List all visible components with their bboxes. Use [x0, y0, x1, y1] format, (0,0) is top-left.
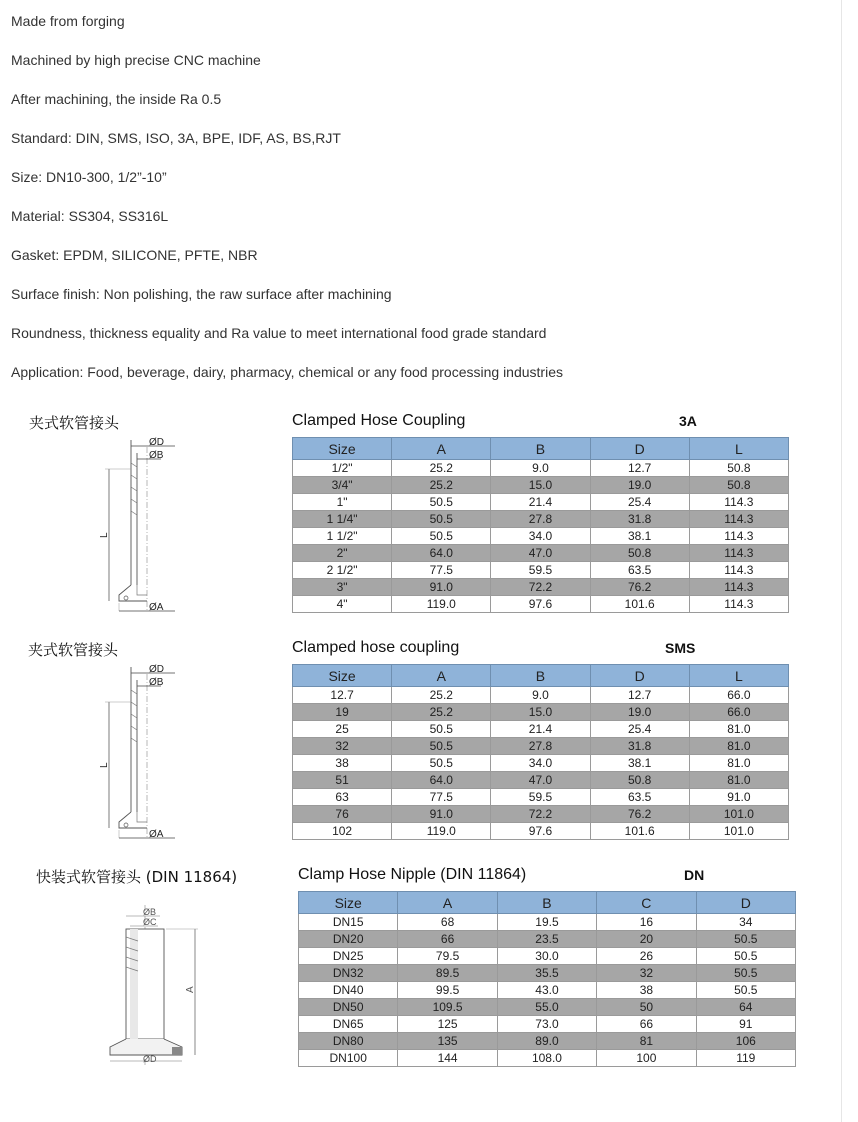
column-header: L	[689, 438, 788, 460]
table-cell: 50.5	[392, 755, 491, 772]
table-cell: 101.6	[590, 823, 689, 840]
table-row	[299, 1050, 796, 1067]
standard-label: 3A	[679, 413, 697, 429]
table-cell: 50.5	[392, 511, 491, 528]
table-cell: 59.5	[491, 789, 590, 806]
table-cell: 47.0	[491, 545, 590, 562]
spec-line: Machined by high precise CNC machine	[11, 52, 261, 68]
table-row	[299, 999, 796, 1016]
drawing-label-d2: ØB	[149, 677, 164, 688]
table-row	[293, 755, 789, 772]
table-cell: 81.0	[689, 721, 788, 738]
drawing-label-d1: ØB	[143, 907, 157, 917]
table-cell: 30.0	[497, 948, 596, 965]
column-header: C	[597, 892, 696, 914]
table-cell: 25.2	[392, 704, 491, 721]
table-cell: 27.8	[491, 738, 590, 755]
table-cell: DN65	[299, 1016, 398, 1033]
column-header: D	[696, 892, 795, 914]
table-row	[293, 460, 789, 477]
section-en-title: Clamp Hose Nipple (DIN 11864)	[298, 866, 527, 883]
table-cell: 50.5	[696, 982, 795, 999]
table-cell: 119.0	[392, 596, 491, 613]
spec-list	[11, 13, 831, 403]
table-row	[299, 982, 796, 999]
table-row	[299, 1033, 796, 1050]
table-cell: 101.0	[689, 806, 788, 823]
table-cell: 50.5	[696, 965, 795, 982]
table-cell: 101.6	[590, 596, 689, 613]
table-cell: DN50	[299, 999, 398, 1016]
drawing-label-bottom: ØD	[143, 1054, 157, 1064]
table-cell: 119	[696, 1050, 795, 1067]
table-cell: 114.3	[689, 511, 788, 528]
spec-line: Size: DN10-300, 1/2”-10”	[11, 169, 167, 185]
table-cell: 76.2	[590, 579, 689, 596]
table-cell: 77.5	[392, 562, 491, 579]
table-cell: 1"	[293, 494, 392, 511]
spec-line: Standard: DIN, SMS, ISO, 3A, BPE, IDF, AS, BS,RJT	[11, 130, 341, 146]
table-cell: 12.7	[590, 687, 689, 704]
table-cell: 55.0	[497, 999, 596, 1016]
table-cell: 114.3	[689, 545, 788, 562]
section-cn-title: 夹式软管接头	[28, 641, 119, 659]
section-din	[0, 859, 841, 1074]
spec-line: Material: SS304, SS316L	[11, 208, 169, 224]
section-cn-title: 快装式软管接头 (DIN 11864)	[36, 868, 238, 886]
standard-label: SMS	[665, 640, 696, 656]
table-cell: 25.4	[590, 494, 689, 511]
table-row	[299, 948, 796, 965]
table-cell: DN15	[299, 914, 398, 931]
table-cell: 32	[597, 965, 696, 982]
section-3a	[0, 405, 841, 620]
table-cell: 4"	[293, 596, 392, 613]
table-cell: 59.5	[491, 562, 590, 579]
table-cell: 9.0	[491, 460, 590, 477]
table-cell: 64.0	[392, 545, 491, 562]
table-row	[293, 511, 789, 528]
table-cell: 12.7	[590, 460, 689, 477]
table-cell: 97.6	[491, 596, 590, 613]
table-cell: 91.0	[689, 789, 788, 806]
table-cell: 76	[293, 806, 392, 823]
table-cell: 15.0	[491, 704, 590, 721]
table-cell: 66.0	[689, 687, 788, 704]
spec-line: After machining, the inside Ra 0.5	[11, 91, 222, 107]
column-header: L	[689, 665, 788, 687]
table-cell: 89.5	[398, 965, 497, 982]
table-cell: DN100	[299, 1050, 398, 1067]
table-row	[293, 562, 789, 579]
spec-line: Surface finish: Non polishing, the raw surface after machining	[11, 286, 392, 302]
nipple-drawing	[100, 901, 210, 1071]
drawing-label-d1: ØD	[149, 437, 164, 448]
column-header: B	[491, 665, 590, 687]
table-row	[293, 772, 789, 789]
table-cell: 114.3	[689, 528, 788, 545]
drawing-label-d1: ØD	[149, 664, 164, 675]
table-cell: 23.5	[497, 931, 596, 948]
table-cell: 9.0	[491, 687, 590, 704]
table-cell: 50.8	[689, 477, 788, 494]
table-cell: 108.0	[497, 1050, 596, 1067]
table-cell: 50.8	[590, 545, 689, 562]
spec-table	[292, 437, 789, 613]
table-cell: 99.5	[398, 982, 497, 999]
table-row	[299, 1016, 796, 1033]
table-cell: 50.5	[392, 528, 491, 545]
table-cell: 1/2"	[293, 460, 392, 477]
table-row	[293, 545, 789, 562]
table-row	[293, 596, 789, 613]
table-cell: 25.2	[392, 687, 491, 704]
table-cell: 89.0	[497, 1033, 596, 1050]
table-cell: 31.8	[590, 738, 689, 755]
table-cell: 144	[398, 1050, 497, 1067]
section-en-title: Clamped Hose Coupling	[292, 412, 466, 429]
table-cell: 32	[293, 738, 392, 755]
table-row	[293, 528, 789, 545]
table-cell: DN32	[299, 965, 398, 982]
table-cell: 114.3	[689, 579, 788, 596]
table-cell: 21.4	[491, 494, 590, 511]
table-row	[293, 806, 789, 823]
section-cn-title: 夹式软管接头	[29, 414, 120, 432]
table-cell: 27.8	[491, 511, 590, 528]
table-cell: 51	[293, 772, 392, 789]
table-cell: 25.2	[392, 460, 491, 477]
table-cell: 81	[597, 1033, 696, 1050]
table-cell: 50.5	[696, 931, 795, 948]
table-row	[293, 789, 789, 806]
table-row	[293, 704, 789, 721]
table-row	[293, 494, 789, 511]
table-cell: 50.5	[392, 494, 491, 511]
coupling-drawing	[95, 435, 205, 615]
table-cell: 38.1	[590, 528, 689, 545]
section-en-title: Clamped hose coupling	[292, 639, 460, 656]
table-cell: 135	[398, 1033, 497, 1050]
table-cell: 31.8	[590, 511, 689, 528]
table-cell: 1 1/4"	[293, 511, 392, 528]
table-cell: 34.0	[491, 755, 590, 772]
table-cell: 63.5	[590, 789, 689, 806]
table-cell: 47.0	[491, 772, 590, 789]
table-cell: 25	[293, 721, 392, 738]
table-row	[293, 738, 789, 755]
drawing-label-side: A	[185, 986, 196, 993]
table-cell: DN40	[299, 982, 398, 999]
column-header: B	[497, 892, 596, 914]
table-cell: 19	[293, 704, 392, 721]
table-cell: 3"	[293, 579, 392, 596]
table-cell: 114.3	[689, 494, 788, 511]
table-cell: 16	[597, 914, 696, 931]
table-cell: 50.5	[392, 738, 491, 755]
table-cell: 77.5	[392, 789, 491, 806]
table-cell: 25.4	[590, 721, 689, 738]
standard-label: DN	[684, 867, 705, 883]
table-cell: 64	[696, 999, 795, 1016]
table-cell: 125	[398, 1016, 497, 1033]
column-header: A	[398, 892, 497, 914]
drawing-label-side: L	[99, 532, 110, 538]
drawing-label-bottom: ØA	[149, 829, 164, 840]
table-cell: 97.6	[491, 823, 590, 840]
table-cell: 91.0	[392, 806, 491, 823]
table-cell: 19.5	[497, 914, 596, 931]
table-cell: 106	[696, 1033, 795, 1050]
table-cell: 79.5	[398, 948, 497, 965]
section-sms	[0, 632, 841, 847]
table-cell: 119.0	[392, 823, 491, 840]
table-cell: DN20	[299, 931, 398, 948]
drawing-label-d2: ØB	[149, 450, 164, 461]
column-header: D	[590, 665, 689, 687]
spec-line: Roundness, thickness equality and Ra value to meet international food grade standard	[11, 325, 547, 341]
table-cell: 101.0	[689, 823, 788, 840]
table-cell: 81.0	[689, 738, 788, 755]
table-cell: 91	[696, 1016, 795, 1033]
column-header: Size	[299, 892, 398, 914]
table-cell: 63	[293, 789, 392, 806]
table-cell: 64.0	[392, 772, 491, 789]
table-row	[293, 579, 789, 596]
table-cell: 72.2	[491, 579, 590, 596]
table-row	[293, 477, 789, 494]
table-cell: 50.5	[392, 721, 491, 738]
table-cell: 34.0	[491, 528, 590, 545]
table-cell: 66	[398, 931, 497, 948]
table-cell: 19.0	[590, 477, 689, 494]
table-cell: 35.5	[497, 965, 596, 982]
table-cell: 3/4"	[293, 477, 392, 494]
table-cell: 91.0	[392, 579, 491, 596]
table-cell: 15.0	[491, 477, 590, 494]
page-right-border	[841, 0, 842, 1122]
table-cell: 50.8	[689, 460, 788, 477]
table-cell: 2"	[293, 545, 392, 562]
table-cell: 72.2	[491, 806, 590, 823]
table-cell: 25.2	[392, 477, 491, 494]
table-cell: 73.0	[497, 1016, 596, 1033]
table-cell: 114.3	[689, 596, 788, 613]
table-cell: 81.0	[689, 755, 788, 772]
spec-table	[298, 891, 796, 1067]
table-cell: 20	[597, 931, 696, 948]
column-header: D	[590, 438, 689, 460]
column-header: A	[392, 665, 491, 687]
table-cell: 68	[398, 914, 497, 931]
table-cell: DN80	[299, 1033, 398, 1050]
table-cell: 63.5	[590, 562, 689, 579]
table-row	[293, 721, 789, 738]
table-cell: 66.0	[689, 704, 788, 721]
column-header: B	[491, 438, 590, 460]
table-cell: 66	[597, 1016, 696, 1033]
drawing-label-d2: ØC	[143, 917, 157, 927]
table-row	[299, 914, 796, 931]
table-cell: 12.7	[293, 687, 392, 704]
table-cell: 102	[293, 823, 392, 840]
table-row	[299, 965, 796, 982]
table-cell: 21.4	[491, 721, 590, 738]
table-cell: 109.5	[398, 999, 497, 1016]
table-cell: 50.8	[590, 772, 689, 789]
table-cell: 100	[597, 1050, 696, 1067]
table-row	[299, 931, 796, 948]
table-cell: DN25	[299, 948, 398, 965]
table-cell: 38.1	[590, 755, 689, 772]
table-cell: 38	[293, 755, 392, 772]
column-header: Size	[293, 665, 392, 687]
table-cell: 38	[597, 982, 696, 999]
table-cell: 1 1/2"	[293, 528, 392, 545]
table-cell: 2 1/2"	[293, 562, 392, 579]
column-header: A	[392, 438, 491, 460]
table-cell: 43.0	[497, 982, 596, 999]
coupling-drawing	[95, 662, 205, 842]
table-row	[293, 823, 789, 840]
table-cell: 50	[597, 999, 696, 1016]
table-cell: 34	[696, 914, 795, 931]
table-cell: 50.5	[696, 948, 795, 965]
spec-table	[292, 664, 789, 840]
table-cell: 81.0	[689, 772, 788, 789]
table-cell: 26	[597, 948, 696, 965]
spec-line: Gasket: EPDM, SILICONE, PFTE, NBR	[11, 247, 258, 263]
table-cell: 76.2	[590, 806, 689, 823]
spec-line: Made from forging	[11, 13, 125, 29]
spec-line: Application: Food, beverage, dairy, pharmacy, chemical or any food processing industries	[11, 364, 563, 380]
table-row	[293, 687, 789, 704]
drawing-label-side: L	[99, 762, 110, 768]
table-cell: 114.3	[689, 562, 788, 579]
table-cell: 19.0	[590, 704, 689, 721]
column-header: Size	[293, 438, 392, 460]
drawing-label-bottom: ØA	[149, 602, 164, 613]
